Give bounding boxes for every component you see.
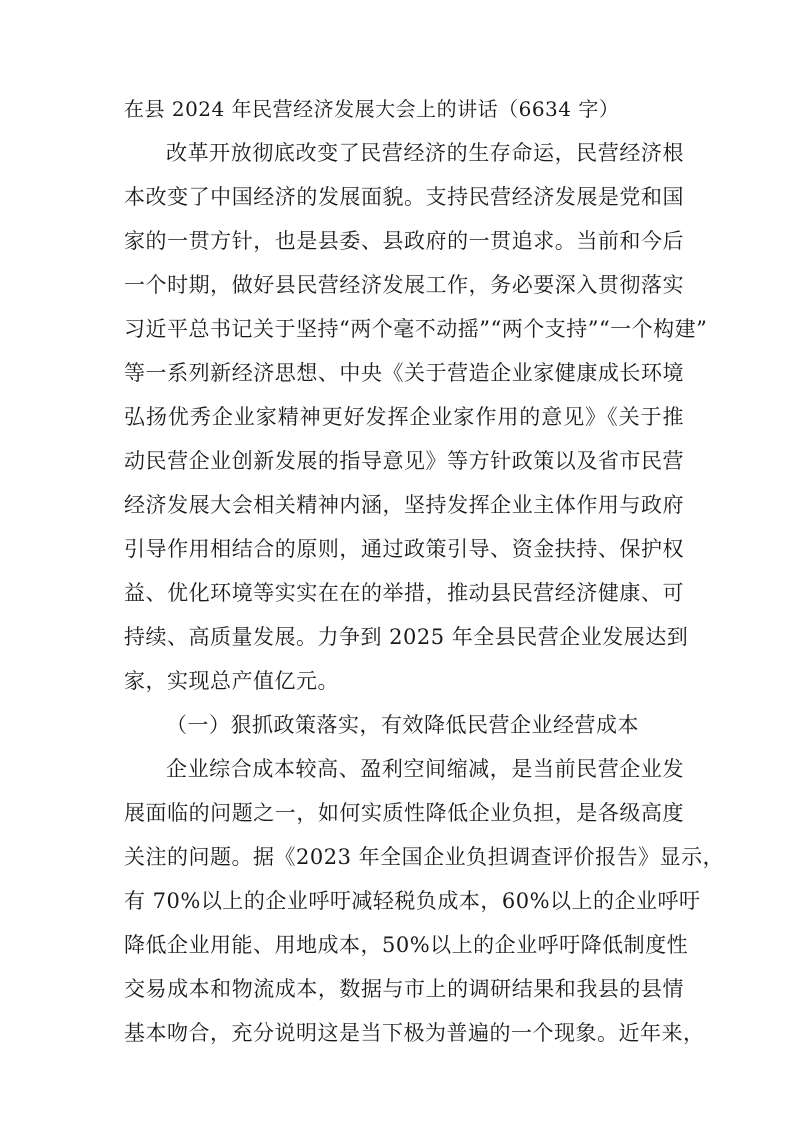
section-heading: （一）狠抓政策落实，有效降低民营企业经营成本 [166,713,639,737]
paragraph-line: 降低企业用能、用地成本，50%以上的企业呼吁降低制度性 [124,933,689,957]
paragraph-line: 家，实现总产值亿元。 [124,669,339,693]
paragraph-line: 一个时期，做好县民营经济发展工作，务必要深入贯彻落实 [124,273,684,297]
paragraph-line: 关注的问题。据《2023 年全国企业负担调查评价报告》显示， [124,845,725,869]
paragraph-line: 习近平总书记关于坚持“两个毫不动摇”“两个支持”“一个构建” [124,317,708,341]
paragraph-line: 本改变了中国经济的发展面貌。支持民营经济发展是党和国 [124,185,684,209]
paragraph-line: 引导作用相结合的原则，通过政策引导、资金扶持、保护权 [124,537,684,561]
paragraph-line: 持续、高质量发展。力争到 2025 年全县民营企业发展达到 [124,625,689,649]
paragraph-line: 家的一贯方针，也是县委、县政府的一贯追求。当前和今后 [124,229,684,253]
paragraph-line: 基本吻合，充分说明这是当下极为普遍的一个现象。近年来， [124,1021,705,1045]
paragraph-line: 有 70%以上的企业呼吁减轻税负成本，60%以上的企业呼吁 [124,889,701,913]
paragraph-line: 动民营企业创新发展的指导意见》等方针政策以及省市民营 [124,449,684,473]
document-title: 在县 2024 年民营经济发展大会上的讲话（6634 字） [124,97,620,121]
paragraph-line: 等一系列新经济思想、中央《关于营造企业家健康成长环境 [124,361,684,385]
paragraph-line: 交易成本和物流成本，数据与市上的调研结果和我县的县情 [124,977,684,1001]
paragraph-line: 经济发展大会相关精神内涵，坚持发挥企业主体作用与政府 [124,493,684,517]
paragraph-line: 益、优化环境等实实在在的举措，推动县民营经济健康、可 [124,581,684,605]
paragraph-line: 改革开放彻底改变了民营经济的生存命运，民营经济根 [166,141,684,165]
paragraph-line: 企业综合成本较高、盈利空间缩减，是当前民营企业发 [166,757,684,781]
paragraph-line: 弘扬优秀企业家精神更好发挥企业家作用的意见》《关于推 [124,405,684,429]
paragraph-line: 展面临的问题之一，如何实质性降低企业负担，是各级高度 [124,801,684,825]
